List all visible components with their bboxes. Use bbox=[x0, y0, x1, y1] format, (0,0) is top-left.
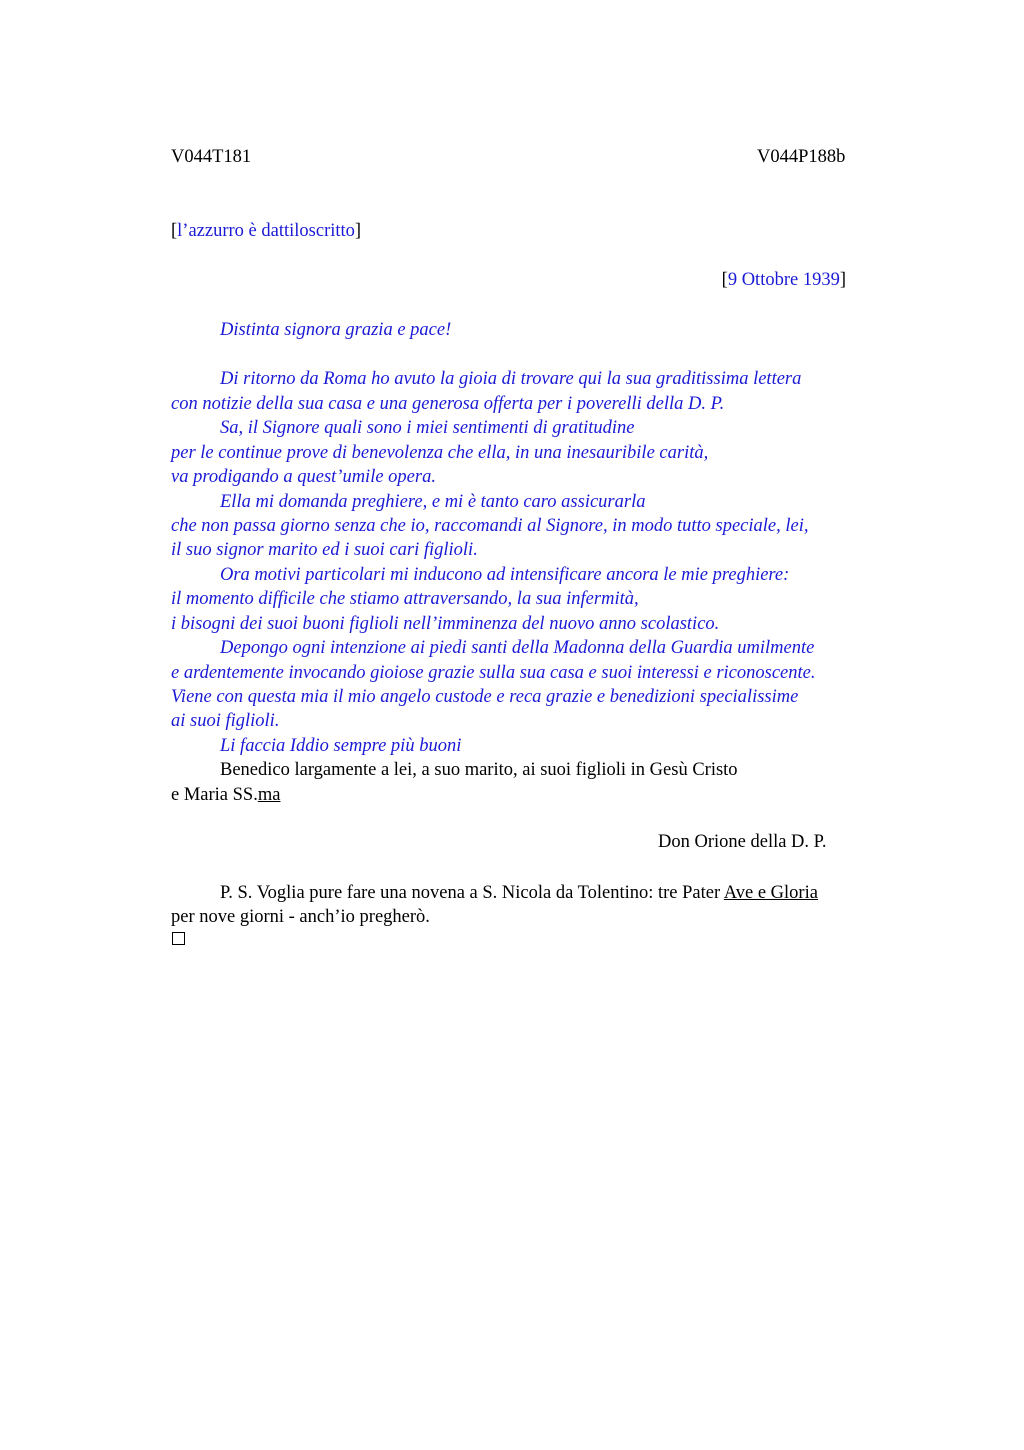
body-line: Depongo ogni intenzione ai piedi santi della Madonna della Guardia umilmente bbox=[220, 638, 815, 658]
bracket-close: ] bbox=[354, 221, 362, 241]
editorial-note bbox=[171, 221, 361, 242]
body-line: Di ritorno da Roma ho avuto la gioia di trovare qui la sua graditissima lettera bbox=[220, 369, 802, 389]
body-line: e ardentemente invocando gioiose grazie sulla sua casa e suoi interessi e riconoscente. bbox=[171, 663, 816, 683]
editorial-note-text: l’azzurro è dattiloscritto bbox=[177, 221, 355, 241]
body-line: che non passa giorno senza che io, raccomandi al Signore, in modo tutto speciale, lei, bbox=[171, 516, 809, 536]
postscript-underlined-text: Ave e Gloria bbox=[723, 883, 818, 903]
letter-date bbox=[722, 270, 846, 291]
document-code-right: V044P188b bbox=[757, 147, 846, 167]
body-line: Viene con questa mia il mio angelo custode e reca grazie e benedizioni specialissime bbox=[171, 687, 799, 707]
body-line: il momento difficile che stiamo attraversando, la sua infermità, bbox=[171, 589, 639, 609]
body-line: va prodigando a quest’umile opera. bbox=[171, 467, 436, 487]
blessing-line bbox=[171, 783, 280, 807]
bracket-open: [ bbox=[171, 221, 178, 241]
body-line: il suo signor marito ed i suoi cari figlioli. bbox=[171, 540, 478, 560]
blessing-line: Benedico largamente a lei, a suo marito, ai suoi figlioli in Gesù Cristo bbox=[220, 760, 738, 780]
postscript-text: P. S. Voglia pure fare una novena a S. Nicola da Tolentino: tre Pater bbox=[220, 883, 724, 903]
signature: Don Orione della D. P. bbox=[658, 832, 827, 852]
bracket-open: [ bbox=[721, 270, 728, 290]
checkbox-square-icon bbox=[172, 932, 185, 945]
body-line: Sa, il Signore quali sono i miei sentimenti di gratitudine bbox=[220, 418, 635, 438]
postscript-line bbox=[220, 881, 818, 905]
blessing-text: e Maria SS. bbox=[171, 785, 258, 805]
salutation: Distinta signora grazia e pace! bbox=[220, 320, 452, 340]
body-line: Li faccia Iddio sempre più buoni bbox=[220, 736, 462, 756]
body-line: ai suoi figlioli. bbox=[171, 711, 280, 731]
postscript-line: per nove giorni - anch’io pregherò. bbox=[171, 907, 430, 927]
letter-date-text: 9 Ottobre 1939 bbox=[727, 270, 840, 290]
body-line: i bisogni dei suoi buoni figlioli nell’imminenza del nuovo anno scolastico. bbox=[171, 614, 720, 634]
body-line: con notizie della sua casa e una generosa offerta per i poverelli della D. P. bbox=[171, 394, 725, 414]
body-line: Ora motivi particolari mi inducono ad intensificare ancora le mie preghiere: bbox=[220, 565, 790, 585]
blessing-superscript-abbrev: ma bbox=[257, 785, 281, 805]
body-line: per le continue prove di benevolenza che ella, in una inesauribile carità, bbox=[171, 443, 709, 463]
document-code-left: V044T181 bbox=[171, 147, 252, 167]
bracket-close: ] bbox=[839, 270, 846, 290]
body-line: Ella mi domanda preghiere, e mi è tanto caro assicurarla bbox=[220, 492, 646, 512]
